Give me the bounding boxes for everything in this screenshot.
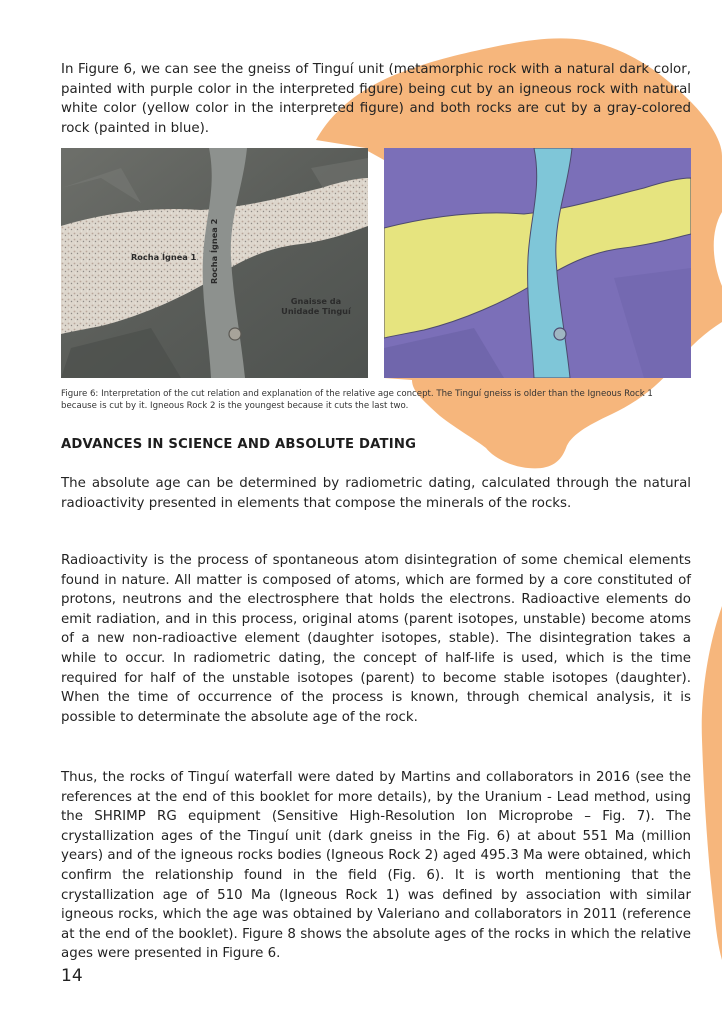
page-number: 14 [61, 966, 83, 986]
paragraph-dating-results: Thus, the rocks of Tinguí waterfall were dated by Martins and collaborators in 2016 (see the references at the end of this booklet for more details), by the Uranium - Lead method, using the SHRIMP RG equipment (Sensitive High-Resolution Ion Microprobe – Fig. 7). The crystallization ages of the Tinguí unit (dark gneiss in the Fig. 6) at about 551 Ma (million years) and of the igneous rocks bodies (Igneous Rock 2) aged 495.3 Ma were obtained, which confirm the relationship found in the field (Fig. 6). It is worth mentioning that the crystallization age of 510 Ma (Igneous Rock 1) was defined by association with similar igneous rocks, which the age was obtained by Valeriano and collaborators in 2011 (reference at the end of the booklet). Figure 8 shows the absolute ages of the rocks in which the relative ages were presented in Figure 6. [61, 770, 691, 962]
section-heading: ADVANCES IN SCIENCE AND ABSOLUTE DATING [61, 437, 417, 452]
label-igneous-rock-2: Rocha Ígnea 2 [209, 218, 219, 284]
interpreted-photo-image [384, 148, 691, 378]
lens-cap-scale-interpreted [554, 328, 566, 340]
intro-paragraph: In Figure 6, we can see the gneiss of Tinguí unit (metamorphic rock with a natural dark color, painted with purple color in the interpreted figure) being cut by an igneous rock with natural white color (yellow color in the interpreted figure) and both rocks are cut by a gray-colored rock (painted in blue). [61, 62, 691, 136]
figure-caption: Figure 6: Interpretation of the cut relation and explanation of the relative age concept. The Tinguí gneiss is older than the Igneous Rock 1 because is cut by it. Igneous Rock 2 is the youngest because it cuts the last two. [61, 389, 653, 411]
paragraph-absolute-age: The absolute age can be determined by radiometric dating, calculated through the natural radioactivity presented in elements that compose the minerals of the rocks. [61, 476, 691, 511]
field-photo-interpreted [384, 148, 691, 378]
field-photo-original [61, 148, 368, 378]
label-tingui-gneiss [271, 296, 361, 316]
label-gneiss-line2: Unidade Tinguí [281, 306, 351, 316]
label-igneous-rock-1: Rocha Ígnea 1 [131, 252, 197, 262]
label-gneiss-line1: Gnaisse da [290, 296, 342, 306]
paragraph-radioactivity: Radioactivity is the process of spontaneous atom disintegration of some chemical elements found in nature. All matter is composed of atoms, which are formed by a core constituted of protons, neutrons and the electrosphere that holds the electrons. Radioactive elements do emit radiation, and in this process, original atoms (parent isotopes, unstable) become atoms of a new non-radioactive element (daughter isotopes, stable). The disintegration takes a while to occur. In radiometric dating, the concept of half-life is used, which is the time required for half of the unstable isotopes (parent) to become stable isotopes (daughter). When the time of occurrence of the process is known, through chemical analysis, it is possible to determinate the absolute age of the rock. [61, 553, 691, 725]
lens-cap-scale [229, 328, 241, 340]
